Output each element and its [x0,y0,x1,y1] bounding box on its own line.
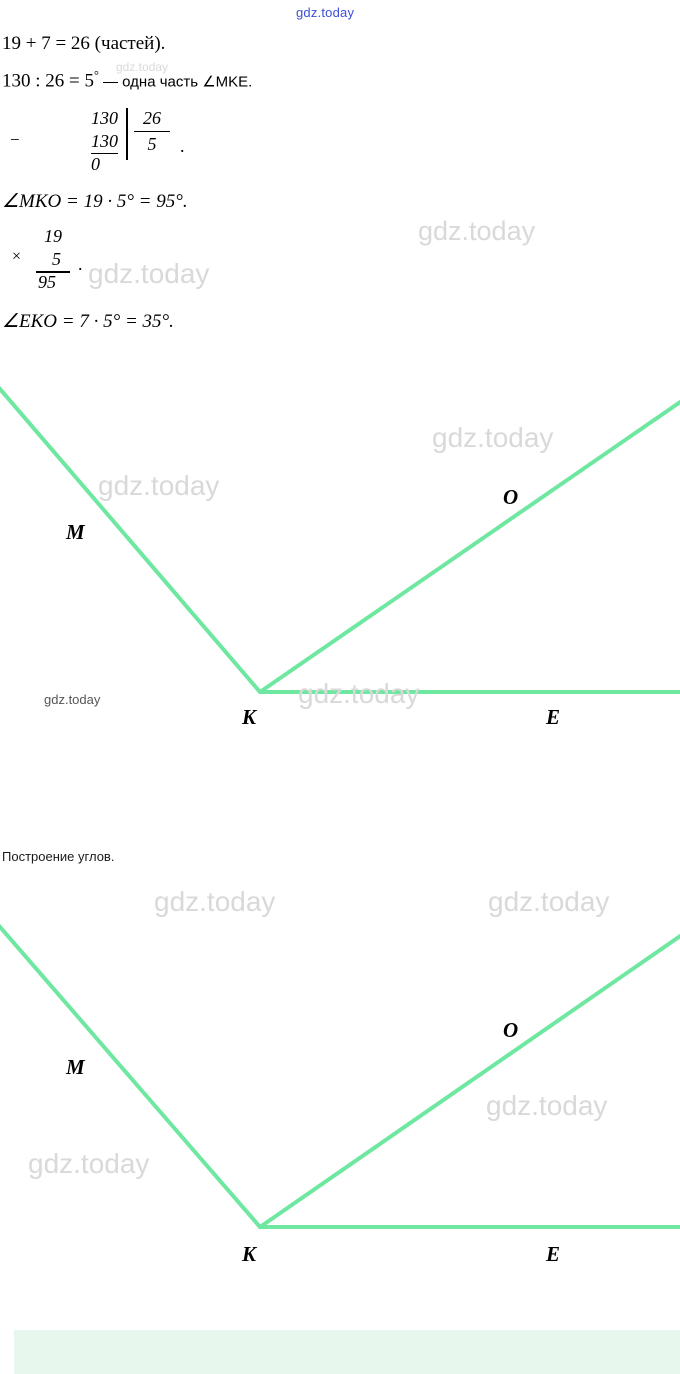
watermark-fig2-1: gdz.today [154,886,276,917]
division-divisor: 26 [134,108,170,132]
ray-km-1 [0,382,260,692]
label-point-m-2: M [66,1055,85,1079]
division-minus-sign: − [10,130,20,149]
multiplication-product: 95 [38,272,56,292]
label-point-k-1: K [242,705,257,729]
ray-ko-2 [260,932,680,1227]
ray-km-2 [0,920,260,1227]
solution-line-1-text: 19 + 7 = 26 (частей). [2,33,166,54]
division-trailing-dot: . [180,136,185,156]
figure-angles-1 [0,370,680,729]
solution-line-3-text: ∠MKO = 19 · 5° = 95°. [2,191,188,212]
watermark-fig1-4: gdz.today [298,678,420,709]
label-point-m-1: M [66,520,85,544]
watermark-inline-1: gdz.today [116,60,169,74]
watermark-mul-1: gdz.today [88,258,210,289]
label-point-k-2: K [242,1242,257,1266]
multiplication-sign: × [12,248,22,265]
solution-line-4 [2,310,174,333]
division-remainder: 0 [91,154,100,174]
long-division-block [0,108,220,174]
division-vertical-bar [126,108,128,160]
division-subtrahend: 130 [91,131,118,154]
solution-line-4-text: ∠EKO = 7 · 5° = 35°. [2,311,174,332]
section-caption: Построение углов. [2,849,115,864]
label-point-o-1: O [503,485,519,509]
figure-1-svg [0,370,680,720]
footer-band [14,1330,680,1374]
watermark-fig2-3: gdz.today [486,1090,608,1121]
watermark-fig2-2: gdz.today [488,886,610,917]
solution-line-3 [2,190,188,213]
watermark-fig2-4: gdz.today [28,1148,150,1179]
watermark-fig1-2: gdz.today [432,422,554,453]
multiplication-factor-2: 5 [52,249,61,269]
multiplication-factor-1: 19 [44,226,62,246]
solution-line-2-part-a: 130 : 26 = 5 [2,70,94,92]
top-watermark-link[interactable]: gdz.today [296,5,355,20]
degree-sign: ° [94,68,99,82]
watermark-fig1-3: gdz.today [44,692,101,707]
solution-line-1 [2,33,165,55]
label-point-e-1: E [546,705,561,729]
watermark-fig1-1: gdz.today [98,470,220,501]
label-point-e-2: E [546,1242,561,1266]
multiplication-trailing-dot: . [78,254,83,274]
figure-angles-2 [0,886,680,1300]
label-point-o-2: O [503,1018,519,1042]
division-dividend: 130 [91,108,118,128]
watermark-mul-2: gdz.today [418,216,536,246]
solution-line-2-part-b: — одна часть ∠MKE. [98,73,253,91]
division-quotient: 5 [147,134,157,154]
